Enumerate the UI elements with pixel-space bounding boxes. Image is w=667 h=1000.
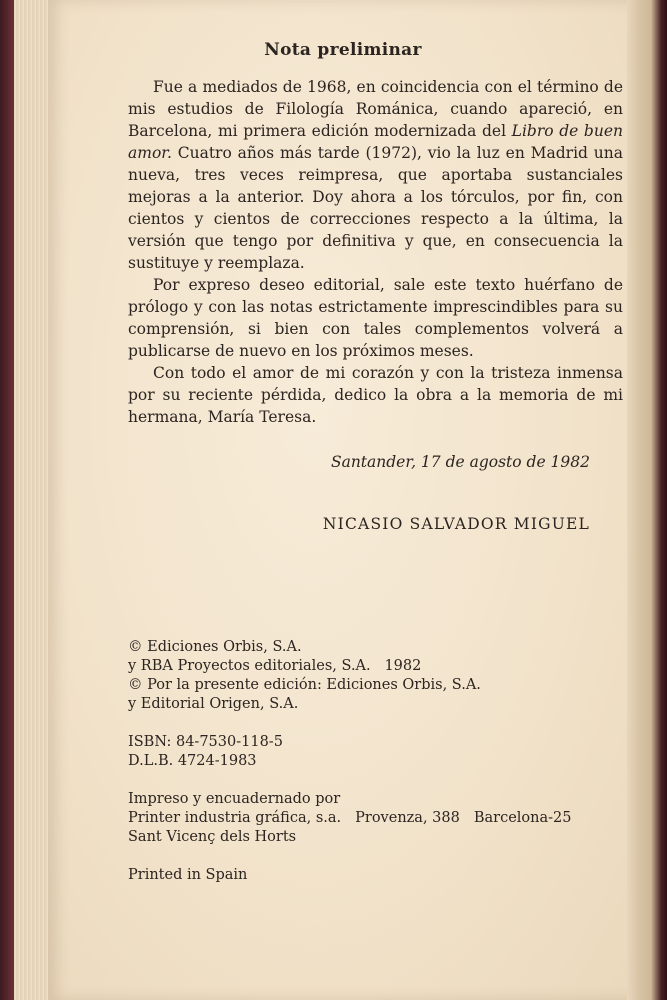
copyright-line: © Ediciones Orbis, S.A.: [128, 639, 302, 655]
copyright-line: y RBA Proyectos editoriales, S.A. 1982: [128, 658, 422, 674]
isbn-block: [128, 733, 608, 771]
legal-deposit: D.L.B. 4724-1983: [128, 753, 257, 769]
paragraph-2: Por expreso deseo editorial, sale este texto huérfano de prólogo y con las notas estrictamente imprescindibles para su comprensión, si bien con tales complementos volverá a publicarse de nuevo en los próximos meses.: [128, 276, 623, 360]
page-title: Nota preliminar: [264, 40, 422, 60]
copyright-line: © Por la presente edición: Ediciones Orbis, S.A.: [128, 677, 481, 693]
preliminary-note-body: [128, 76, 623, 428]
book-title-italic: Libro de buen amor.: [128, 122, 623, 162]
paragraph-1-text-a: Fue a mediados de 1968, en coincidencia con el término de mis estudios de Filología Románica, cuando apareció, en Barcelona, mi primera edición modernizada del: [128, 78, 623, 140]
printed-in: Printed in Spain: [128, 867, 248, 883]
isbn: ISBN: 84-7530-118-5: [128, 734, 283, 750]
printed-by-label: Impreso y encuadernado por: [128, 791, 341, 807]
printer-name: Printer industria gráfica, s.a.: [128, 810, 342, 826]
copyright-line: y Editorial Origen, S.A.: [128, 696, 299, 712]
book-edge-right: [627, 0, 667, 1000]
author-signature: NICASIO SALVADOR MIGUEL: [322, 515, 590, 533]
dateline: Santander, 17 de agosto de 1982: [330, 453, 590, 471]
printer-address: [128, 809, 608, 828]
printer-city: Barcelona-25: [473, 810, 572, 826]
book-page: [48, 0, 638, 1000]
printer-block: [128, 790, 608, 847]
printer-street: Provenza, 388: [355, 810, 460, 826]
printed-in-block: [128, 866, 608, 885]
copyright-block: [128, 638, 608, 714]
colophon: [128, 638, 608, 904]
printer-town: Sant Vicenç dels Horts: [128, 829, 297, 845]
paragraph-1-text-b: Cuatro años más tarde (1972), vio la luz en Madrid una nueva, tres veces reimpresa, que aportaba sustanciales mejoras a la anterior. Doy ahora a los tórculos, por fin, con cientos y cientos de correcciones respecto a la última, la versión que tengo por definitiva y que, en consecuencia la sustituye y reemplaza.: [128, 144, 623, 272]
paragraph-3: Con todo el amor de mi corazón y con la tristeza inmensa por su reciente pérdida, dedico la obra a la memoria de mi hermana, María Teresa.: [128, 364, 623, 426]
paragraph-1: [128, 76, 623, 274]
